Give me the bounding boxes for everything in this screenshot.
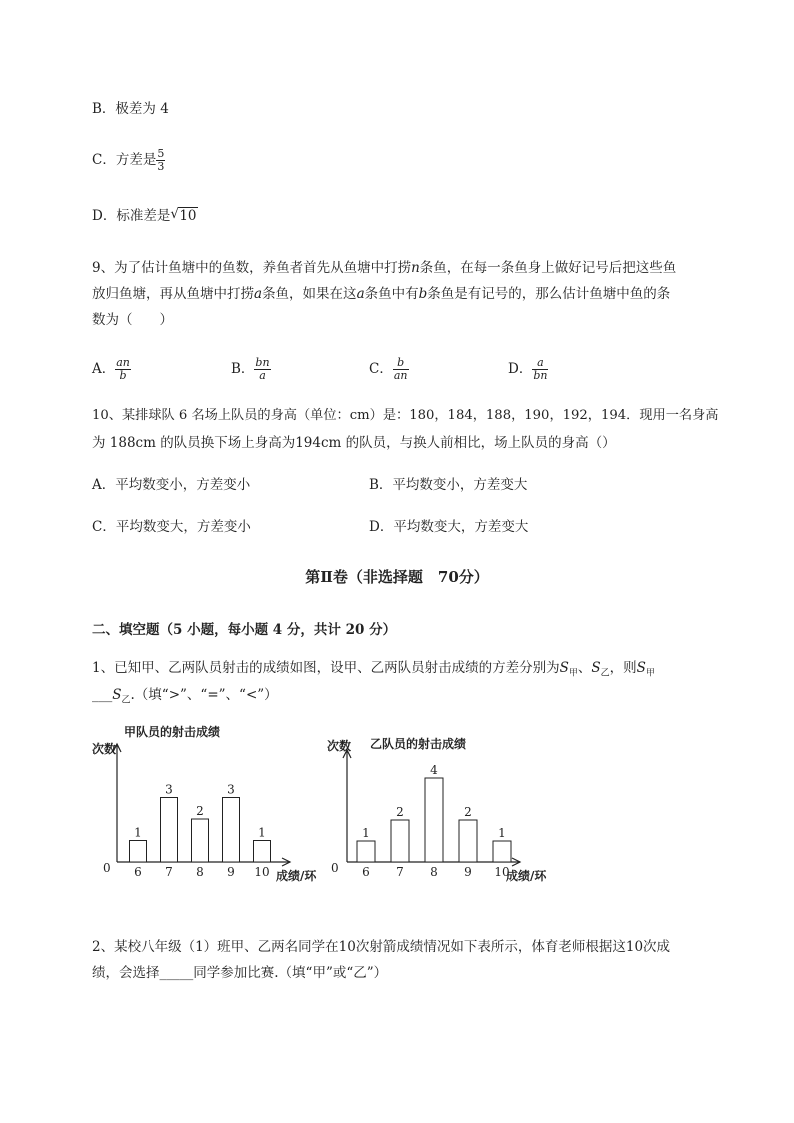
yi-shooting-bar-chart bbox=[320, 730, 570, 900]
option-fraction bbox=[254, 357, 270, 382]
fraction-denominator: 3 bbox=[157, 160, 165, 173]
y-axis-label: 次数 bbox=[327, 739, 352, 753]
bar bbox=[391, 820, 409, 862]
math-variable: S bbox=[636, 660, 646, 676]
x-tick-label: 7 bbox=[165, 865, 173, 879]
option-fraction bbox=[115, 357, 131, 382]
x-tick-label: 6 bbox=[134, 865, 142, 879]
bar bbox=[223, 798, 240, 863]
q9-option-d bbox=[508, 357, 548, 382]
text-run: 9、为了估计鱼塘中的鱼数，养鱼者首先从鱼塘中打捞 bbox=[92, 260, 412, 276]
x-tick-label: 10 bbox=[254, 865, 270, 879]
fraction-numerator: 5 bbox=[157, 147, 165, 160]
fill2-line-2: 绩，会选择_____同学参加比赛.（填“甲”或“乙”） bbox=[92, 965, 388, 981]
option-fraction bbox=[532, 357, 548, 382]
text-run: 放归鱼塘，再从鱼塘中打捞 bbox=[92, 286, 254, 302]
x-tick-label: 6 bbox=[362, 865, 370, 879]
q8-option-d bbox=[92, 206, 198, 226]
bar bbox=[357, 841, 375, 862]
fill1-line-1 bbox=[92, 658, 655, 684]
text-run: ，则 bbox=[609, 660, 637, 676]
bar bbox=[192, 819, 209, 862]
fraction-denominator: b bbox=[119, 369, 127, 382]
math-variable: b bbox=[418, 286, 428, 302]
x-axis-label: 成绩/环 bbox=[276, 869, 317, 883]
x-axis-label: 成绩/环 bbox=[506, 869, 547, 883]
math-variable: S bbox=[591, 660, 601, 676]
x-tick-label: 8 bbox=[430, 865, 438, 879]
sqrt-expression bbox=[170, 206, 197, 226]
math-variable: S bbox=[112, 687, 122, 703]
q8-option-d-text: D．标准差是 bbox=[92, 208, 171, 224]
text-run: 1、已知甲、乙两队员射击的成绩如图，设甲、乙两队员射击成绩的方差分别为 bbox=[92, 660, 560, 676]
x-tick-label: 10 bbox=[494, 865, 510, 879]
fraction-numerator: b bbox=[393, 357, 409, 370]
q10-option-b: B．平均数变小，方差变大 bbox=[369, 477, 528, 493]
text-run: 条鱼中有 bbox=[364, 286, 419, 302]
q10-line-1: 10、某排球队 6 名场上队员的身高（单位：cm）是：180，184，188，190，192，194．现用一名身高 bbox=[92, 408, 719, 423]
bar-value-label: 3 bbox=[227, 782, 235, 797]
q8-option-c bbox=[92, 148, 165, 173]
bar bbox=[130, 841, 147, 863]
math-variable: n bbox=[411, 260, 420, 276]
y-axis-label: 次数 bbox=[92, 742, 117, 756]
bar-value-label: 2 bbox=[196, 804, 204, 818]
fraction-numerator: bn bbox=[255, 356, 270, 369]
q9-line-2 bbox=[92, 284, 670, 304]
math-subscript: 甲 bbox=[568, 668, 578, 679]
bar-value-label: 1 bbox=[134, 825, 142, 840]
option-label: D． bbox=[508, 361, 533, 377]
text-run: 条鱼是有记号的，那么估计鱼塘中鱼的条 bbox=[427, 286, 671, 302]
q9-option-a bbox=[92, 357, 131, 382]
bar bbox=[254, 841, 271, 863]
q10-line-2: 为 188cm 的队员换下场上身高为194cm 的队员，与换人前相比，场上队员的身高（） bbox=[92, 435, 616, 451]
fraction-numerator: a bbox=[532, 357, 548, 370]
origin-label: 0 bbox=[331, 861, 339, 875]
bar bbox=[425, 778, 443, 862]
q10-option-a: A．平均数变小，方差变小 bbox=[92, 477, 251, 493]
bar-value-label: 2 bbox=[396, 805, 404, 819]
q9-line-1 bbox=[92, 258, 676, 278]
bar-value-label: 4 bbox=[430, 763, 438, 777]
bar-value-label: 1 bbox=[498, 826, 506, 840]
q9-line-3: 数为（ ） bbox=[92, 312, 173, 328]
bar-value-label: 2 bbox=[464, 805, 472, 819]
math-variable: S bbox=[559, 660, 569, 676]
q9-option-b bbox=[231, 357, 271, 382]
fraction-denominator: an bbox=[393, 369, 408, 382]
q9-option-c bbox=[369, 357, 409, 382]
sqrt-radicand: 10 bbox=[179, 208, 197, 224]
bar bbox=[161, 798, 178, 863]
x-tick-label: 8 bbox=[196, 865, 204, 879]
answer-blank: ___ bbox=[92, 687, 113, 703]
option-label: B． bbox=[231, 361, 255, 377]
bar bbox=[493, 841, 511, 862]
fill1-line-2 bbox=[92, 685, 278, 711]
text-run: 条鱼，如果在这 bbox=[262, 286, 357, 302]
bar bbox=[459, 820, 477, 862]
x-tick-label: 9 bbox=[464, 865, 472, 879]
sqrt-icon: √ bbox=[170, 206, 179, 222]
q8-option-c-fraction bbox=[156, 148, 165, 173]
option-label: C． bbox=[369, 361, 393, 377]
math-subscript: 乙 bbox=[121, 695, 131, 706]
bar-value-label: 3 bbox=[165, 782, 173, 797]
origin-label: 0 bbox=[103, 861, 111, 875]
option-label: A． bbox=[92, 361, 116, 377]
math-variable: a bbox=[254, 286, 263, 302]
text-run: 、 bbox=[577, 660, 592, 676]
chart-title: 乙队员的射击成绩 bbox=[370, 737, 467, 751]
q10-option-d: D．平均数变大，方差变大 bbox=[369, 519, 529, 535]
math-subscript: 乙 bbox=[600, 668, 610, 679]
x-tick-label: 9 bbox=[227, 865, 235, 879]
chart-title: 甲队员的射击成绩 bbox=[124, 725, 221, 739]
q8-option-b: B．极差为 4 bbox=[92, 101, 169, 117]
math-subscript: 甲 bbox=[645, 668, 655, 679]
q10-option-c: C．平均数变大，方差变小 bbox=[92, 519, 251, 535]
x-tick-label: 7 bbox=[396, 865, 404, 879]
text-run: .（填“>”、“=”、“<”） bbox=[130, 687, 278, 703]
fill-blank-section-title: 二、填空题（5 小题，每小题 4 分，共计 20 分） bbox=[92, 622, 397, 638]
fraction-numerator: an bbox=[116, 356, 130, 369]
fill2-line-1: 2、某校八年级（1）班甲、乙两名同学在10次射箭成绩情况如下表所示，体育老师根据这10次成 bbox=[92, 939, 671, 955]
part-two-heading: 第Ⅱ卷（非选择题 70分） bbox=[305, 568, 489, 586]
q8-option-c-text: C．方差是 bbox=[92, 152, 157, 168]
option-fraction bbox=[393, 357, 409, 382]
fraction-denominator: a bbox=[259, 369, 266, 382]
bar-value-label: 1 bbox=[362, 826, 370, 840]
text-run: 条鱼，在每一条鱼身上做好记号后把这些鱼 bbox=[419, 260, 677, 276]
fraction-denominator: bn bbox=[533, 369, 548, 382]
bar-value-label: 1 bbox=[258, 825, 266, 840]
math-variable: a bbox=[356, 286, 365, 302]
